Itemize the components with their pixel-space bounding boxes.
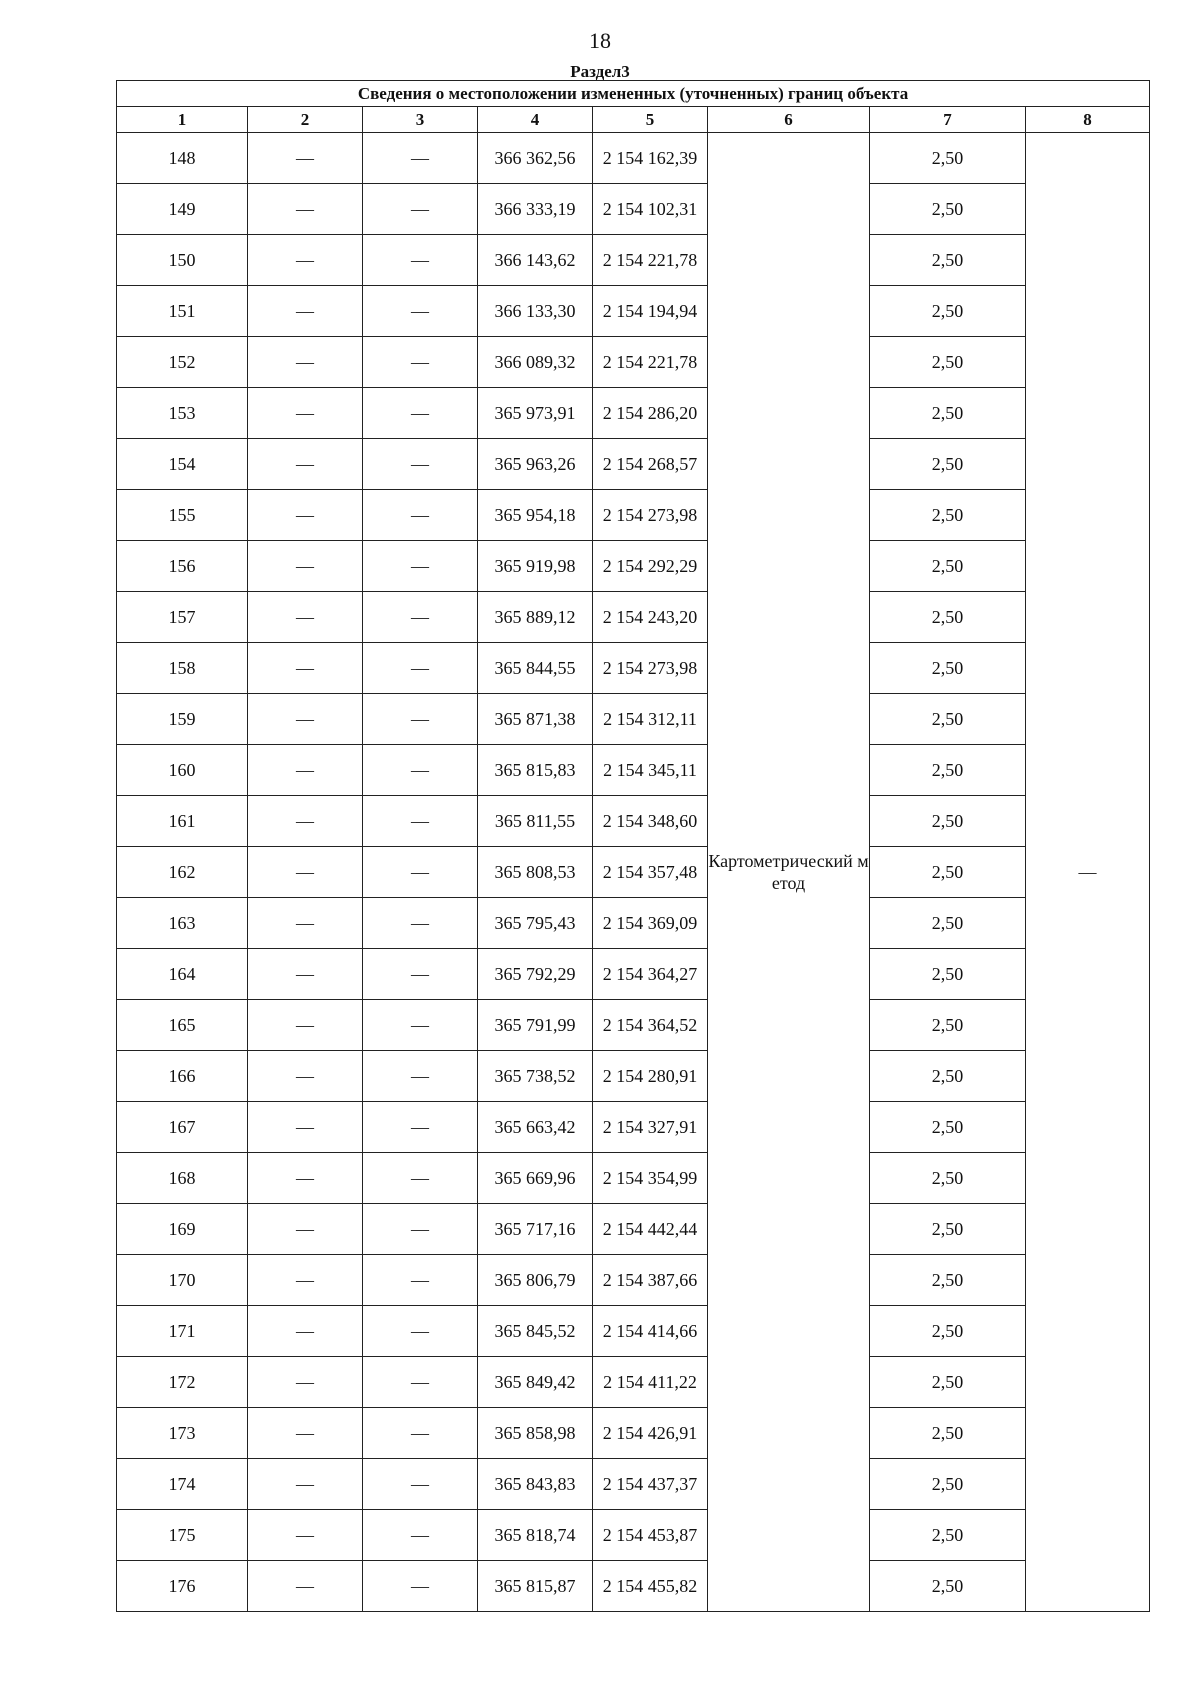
col2-cell: —	[248, 949, 363, 1000]
y-coordinate-cell: 2 154 286,20	[593, 388, 708, 439]
point-number-cell: 164	[117, 949, 248, 1000]
point-number-cell: 157	[117, 592, 248, 643]
table-row	[117, 1204, 1150, 1255]
column-number: 8	[1026, 107, 1150, 133]
y-coordinate-cell: 2 154 292,29	[593, 541, 708, 592]
table-row	[117, 949, 1150, 1000]
point-number-cell: 159	[117, 694, 248, 745]
accuracy-cell: 2,50	[870, 1051, 1026, 1102]
col2-cell: —	[248, 592, 363, 643]
point-number-cell: 162	[117, 847, 248, 898]
col2-cell: —	[248, 1561, 363, 1612]
x-coordinate-cell: 365 808,53	[478, 847, 593, 898]
table-row	[117, 286, 1150, 337]
col2-cell: —	[248, 847, 363, 898]
accuracy-cell: 2,50	[870, 1255, 1026, 1306]
col2-cell: —	[248, 1153, 363, 1204]
x-coordinate-cell: 365 919,98	[478, 541, 593, 592]
accuracy-cell: 2,50	[870, 1306, 1026, 1357]
col3-cell: —	[363, 898, 478, 949]
col3-cell: —	[363, 796, 478, 847]
accuracy-cell: 2,50	[870, 490, 1026, 541]
y-coordinate-cell: 2 154 354,99	[593, 1153, 708, 1204]
col3-cell: —	[363, 1306, 478, 1357]
table-row	[117, 184, 1150, 235]
x-coordinate-cell: 365 954,18	[478, 490, 593, 541]
table-row	[117, 1051, 1150, 1102]
table-row	[117, 1357, 1150, 1408]
accuracy-cell: 2,50	[870, 847, 1026, 898]
accuracy-cell: 2,50	[870, 1510, 1026, 1561]
col2-cell: —	[248, 1510, 363, 1561]
y-coordinate-cell: 2 154 453,87	[593, 1510, 708, 1561]
accuracy-cell: 2,50	[870, 1459, 1026, 1510]
x-coordinate-cell: 365 818,74	[478, 1510, 593, 1561]
point-number-cell: 161	[117, 796, 248, 847]
point-number-cell: 176	[117, 1561, 248, 1612]
y-coordinate-cell: 2 154 369,09	[593, 898, 708, 949]
x-coordinate-cell: 365 791,99	[478, 1000, 593, 1051]
col2-cell: —	[248, 388, 363, 439]
page-number: 18	[589, 28, 611, 53]
x-coordinate-cell: 365 843,83	[478, 1459, 593, 1510]
point-number-cell: 152	[117, 337, 248, 388]
col2-cell: —	[248, 1357, 363, 1408]
table-row	[117, 388, 1150, 439]
y-coordinate-cell: 2 154 312,11	[593, 694, 708, 745]
col3-cell: —	[363, 490, 478, 541]
y-coordinate-cell: 2 154 345,11	[593, 745, 708, 796]
x-coordinate-cell: 365 717,16	[478, 1204, 593, 1255]
y-coordinate-cell: 2 154 280,91	[593, 1051, 708, 1102]
col3-cell: —	[363, 694, 478, 745]
y-coordinate-cell: 2 154 364,27	[593, 949, 708, 1000]
col3-cell: —	[363, 337, 478, 388]
accuracy-cell: 2,50	[870, 1408, 1026, 1459]
x-coordinate-cell: 365 973,91	[478, 388, 593, 439]
table-row	[117, 847, 1150, 898]
x-coordinate-cell: 366 143,62	[478, 235, 593, 286]
table-row	[117, 1408, 1150, 1459]
col3-cell: —	[363, 439, 478, 490]
table-row	[117, 439, 1150, 490]
table-row	[117, 1306, 1150, 1357]
col2-cell: —	[248, 1459, 363, 1510]
col3-cell: —	[363, 1459, 478, 1510]
col3-cell: —	[363, 184, 478, 235]
y-coordinate-cell: 2 154 102,31	[593, 184, 708, 235]
column-number: 2	[248, 107, 363, 133]
table-row	[117, 1510, 1150, 1561]
column-number-row	[117, 107, 1150, 133]
x-coordinate-cell: 365 844,55	[478, 643, 593, 694]
column-number: 7	[870, 107, 1026, 133]
y-coordinate-cell: 2 154 194,94	[593, 286, 708, 337]
x-coordinate-cell: 366 333,19	[478, 184, 593, 235]
col3-cell: —	[363, 1408, 478, 1459]
table-row	[117, 898, 1150, 949]
x-coordinate-cell: 365 811,55	[478, 796, 593, 847]
x-coordinate-cell: 365 815,87	[478, 1561, 593, 1612]
col3-cell: —	[363, 745, 478, 796]
accuracy-cell: 2,50	[870, 184, 1026, 235]
x-coordinate-cell: 365 963,26	[478, 439, 593, 490]
table-row	[117, 796, 1150, 847]
x-coordinate-cell: 365 871,38	[478, 694, 593, 745]
point-number-cell: 148	[117, 133, 248, 184]
point-number-cell: 163	[117, 898, 248, 949]
col8-cell: —	[1026, 133, 1150, 1612]
accuracy-cell: 2,50	[870, 337, 1026, 388]
point-number-cell: 167	[117, 1102, 248, 1153]
table-row	[117, 1459, 1150, 1510]
column-number: 1	[117, 107, 248, 133]
col3-cell: —	[363, 643, 478, 694]
x-coordinate-cell: 365 795,43	[478, 898, 593, 949]
col3-cell: —	[363, 1204, 478, 1255]
table-row	[117, 643, 1150, 694]
col2-cell: —	[248, 643, 363, 694]
x-coordinate-cell: 365 738,52	[478, 1051, 593, 1102]
col3-cell: —	[363, 1051, 478, 1102]
y-coordinate-cell: 2 154 455,82	[593, 1561, 708, 1612]
y-coordinate-cell: 2 154 411,22	[593, 1357, 708, 1408]
boundary-points-table	[116, 80, 1150, 1612]
table-row	[117, 1561, 1150, 1612]
x-coordinate-cell: 365 815,83	[478, 745, 593, 796]
col2-cell: —	[248, 490, 363, 541]
col3-cell: —	[363, 949, 478, 1000]
col3-cell: —	[363, 847, 478, 898]
column-number: 5	[593, 107, 708, 133]
y-coordinate-cell: 2 154 273,98	[593, 643, 708, 694]
point-number-cell: 155	[117, 490, 248, 541]
col3-cell: —	[363, 1561, 478, 1612]
point-number-cell: 172	[117, 1357, 248, 1408]
table-row	[117, 1153, 1150, 1204]
x-coordinate-cell: 366 089,32	[478, 337, 593, 388]
point-number-cell: 166	[117, 1051, 248, 1102]
col3-cell: —	[363, 1357, 478, 1408]
accuracy-cell: 2,50	[870, 1561, 1026, 1612]
col2-cell: —	[248, 184, 363, 235]
col3-cell: —	[363, 1153, 478, 1204]
x-coordinate-cell: 365 849,42	[478, 1357, 593, 1408]
accuracy-cell: 2,50	[870, 796, 1026, 847]
table-row	[117, 337, 1150, 388]
accuracy-cell: 2,50	[870, 694, 1026, 745]
point-number-cell: 151	[117, 286, 248, 337]
col3-cell: —	[363, 1000, 478, 1051]
col3-cell: —	[363, 1255, 478, 1306]
table-row	[117, 1255, 1150, 1306]
col2-cell: —	[248, 1306, 363, 1357]
point-number-cell: 158	[117, 643, 248, 694]
col2-cell: —	[248, 541, 363, 592]
accuracy-cell: 2,50	[870, 388, 1026, 439]
point-number-cell: 149	[117, 184, 248, 235]
col2-cell: —	[248, 1408, 363, 1459]
col2-cell: —	[248, 1102, 363, 1153]
table-row	[117, 1102, 1150, 1153]
accuracy-cell: 2,50	[870, 949, 1026, 1000]
col2-cell: —	[248, 1255, 363, 1306]
col2-cell: —	[248, 1000, 363, 1051]
accuracy-cell: 2,50	[870, 133, 1026, 184]
col2-cell: —	[248, 1051, 363, 1102]
accuracy-cell: 2,50	[870, 235, 1026, 286]
table-row	[117, 133, 1150, 184]
x-coordinate-cell: 365 845,52	[478, 1306, 593, 1357]
accuracy-cell: 2,50	[870, 541, 1026, 592]
y-coordinate-cell: 2 154 221,78	[593, 235, 708, 286]
col3-cell: —	[363, 235, 478, 286]
accuracy-cell: 2,50	[870, 1000, 1026, 1051]
y-coordinate-cell: 2 154 348,60	[593, 796, 708, 847]
x-coordinate-cell: 365 858,98	[478, 1408, 593, 1459]
col2-cell: —	[248, 235, 363, 286]
col2-cell: —	[248, 745, 363, 796]
col3-cell: —	[363, 541, 478, 592]
column-number: 4	[478, 107, 593, 133]
accuracy-cell: 2,50	[870, 898, 1026, 949]
point-number-cell: 171	[117, 1306, 248, 1357]
accuracy-cell: 2,50	[870, 1153, 1026, 1204]
point-number-cell: 150	[117, 235, 248, 286]
table-row	[117, 1000, 1150, 1051]
col2-cell: —	[248, 796, 363, 847]
y-coordinate-cell: 2 154 243,20	[593, 592, 708, 643]
table-row	[117, 694, 1150, 745]
col3-cell: —	[363, 1510, 478, 1561]
col2-cell: —	[248, 286, 363, 337]
accuracy-cell: 2,50	[870, 745, 1026, 796]
col2-cell: —	[248, 337, 363, 388]
x-coordinate-cell: 365 806,79	[478, 1255, 593, 1306]
col2-cell: —	[248, 694, 363, 745]
point-number-cell: 154	[117, 439, 248, 490]
accuracy-cell: 2,50	[870, 1357, 1026, 1408]
y-coordinate-cell: 2 154 221,78	[593, 337, 708, 388]
point-number-cell: 169	[117, 1204, 248, 1255]
x-coordinate-cell: 365 663,42	[478, 1102, 593, 1153]
table-row	[117, 541, 1150, 592]
point-number-cell: 165	[117, 1000, 248, 1051]
x-coordinate-cell: 365 889,12	[478, 592, 593, 643]
col3-cell: —	[363, 388, 478, 439]
point-number-cell: 160	[117, 745, 248, 796]
accuracy-cell: 2,50	[870, 643, 1026, 694]
method-cell: Картометрический метод	[708, 133, 870, 1612]
y-coordinate-cell: 2 154 437,37	[593, 1459, 708, 1510]
accuracy-cell: 2,50	[870, 439, 1026, 490]
column-number: 3	[363, 107, 478, 133]
col2-cell: —	[248, 133, 363, 184]
y-coordinate-cell: 2 154 414,66	[593, 1306, 708, 1357]
accuracy-cell: 2,50	[870, 1204, 1026, 1255]
y-coordinate-cell: 2 154 162,39	[593, 133, 708, 184]
col2-cell: —	[248, 439, 363, 490]
section-title: Раздел3	[570, 62, 630, 81]
point-number-cell: 170	[117, 1255, 248, 1306]
col2-cell: —	[248, 898, 363, 949]
x-coordinate-cell: 366 133,30	[478, 286, 593, 337]
column-number: 6	[708, 107, 870, 133]
y-coordinate-cell: 2 154 273,98	[593, 490, 708, 541]
col3-cell: —	[363, 133, 478, 184]
x-coordinate-cell: 366 362,56	[478, 133, 593, 184]
point-number-cell: 153	[117, 388, 248, 439]
table-row	[117, 490, 1150, 541]
table-row	[117, 745, 1150, 796]
col3-cell: —	[363, 286, 478, 337]
y-coordinate-cell: 2 154 364,52	[593, 1000, 708, 1051]
col3-cell: —	[363, 592, 478, 643]
y-coordinate-cell: 2 154 357,48	[593, 847, 708, 898]
table-row	[117, 235, 1150, 286]
point-number-cell: 174	[117, 1459, 248, 1510]
accuracy-cell: 2,50	[870, 286, 1026, 337]
table-row	[117, 592, 1150, 643]
point-number-cell: 173	[117, 1408, 248, 1459]
point-number-cell: 168	[117, 1153, 248, 1204]
point-number-cell: 175	[117, 1510, 248, 1561]
x-coordinate-cell: 365 669,96	[478, 1153, 593, 1204]
y-coordinate-cell: 2 154 442,44	[593, 1204, 708, 1255]
y-coordinate-cell: 2 154 387,66	[593, 1255, 708, 1306]
x-coordinate-cell: 365 792,29	[478, 949, 593, 1000]
col2-cell: —	[248, 1204, 363, 1255]
table-body	[117, 133, 1150, 1612]
y-coordinate-cell: 2 154 268,57	[593, 439, 708, 490]
accuracy-cell: 2,50	[870, 592, 1026, 643]
accuracy-cell: 2,50	[870, 1102, 1026, 1153]
point-number-cell: 156	[117, 541, 248, 592]
y-coordinate-cell: 2 154 327,91	[593, 1102, 708, 1153]
y-coordinate-cell: 2 154 426,91	[593, 1408, 708, 1459]
table-caption: Сведения о местоположении измененных (уточненных) границ объекта	[117, 81, 1150, 107]
col3-cell: —	[363, 1102, 478, 1153]
